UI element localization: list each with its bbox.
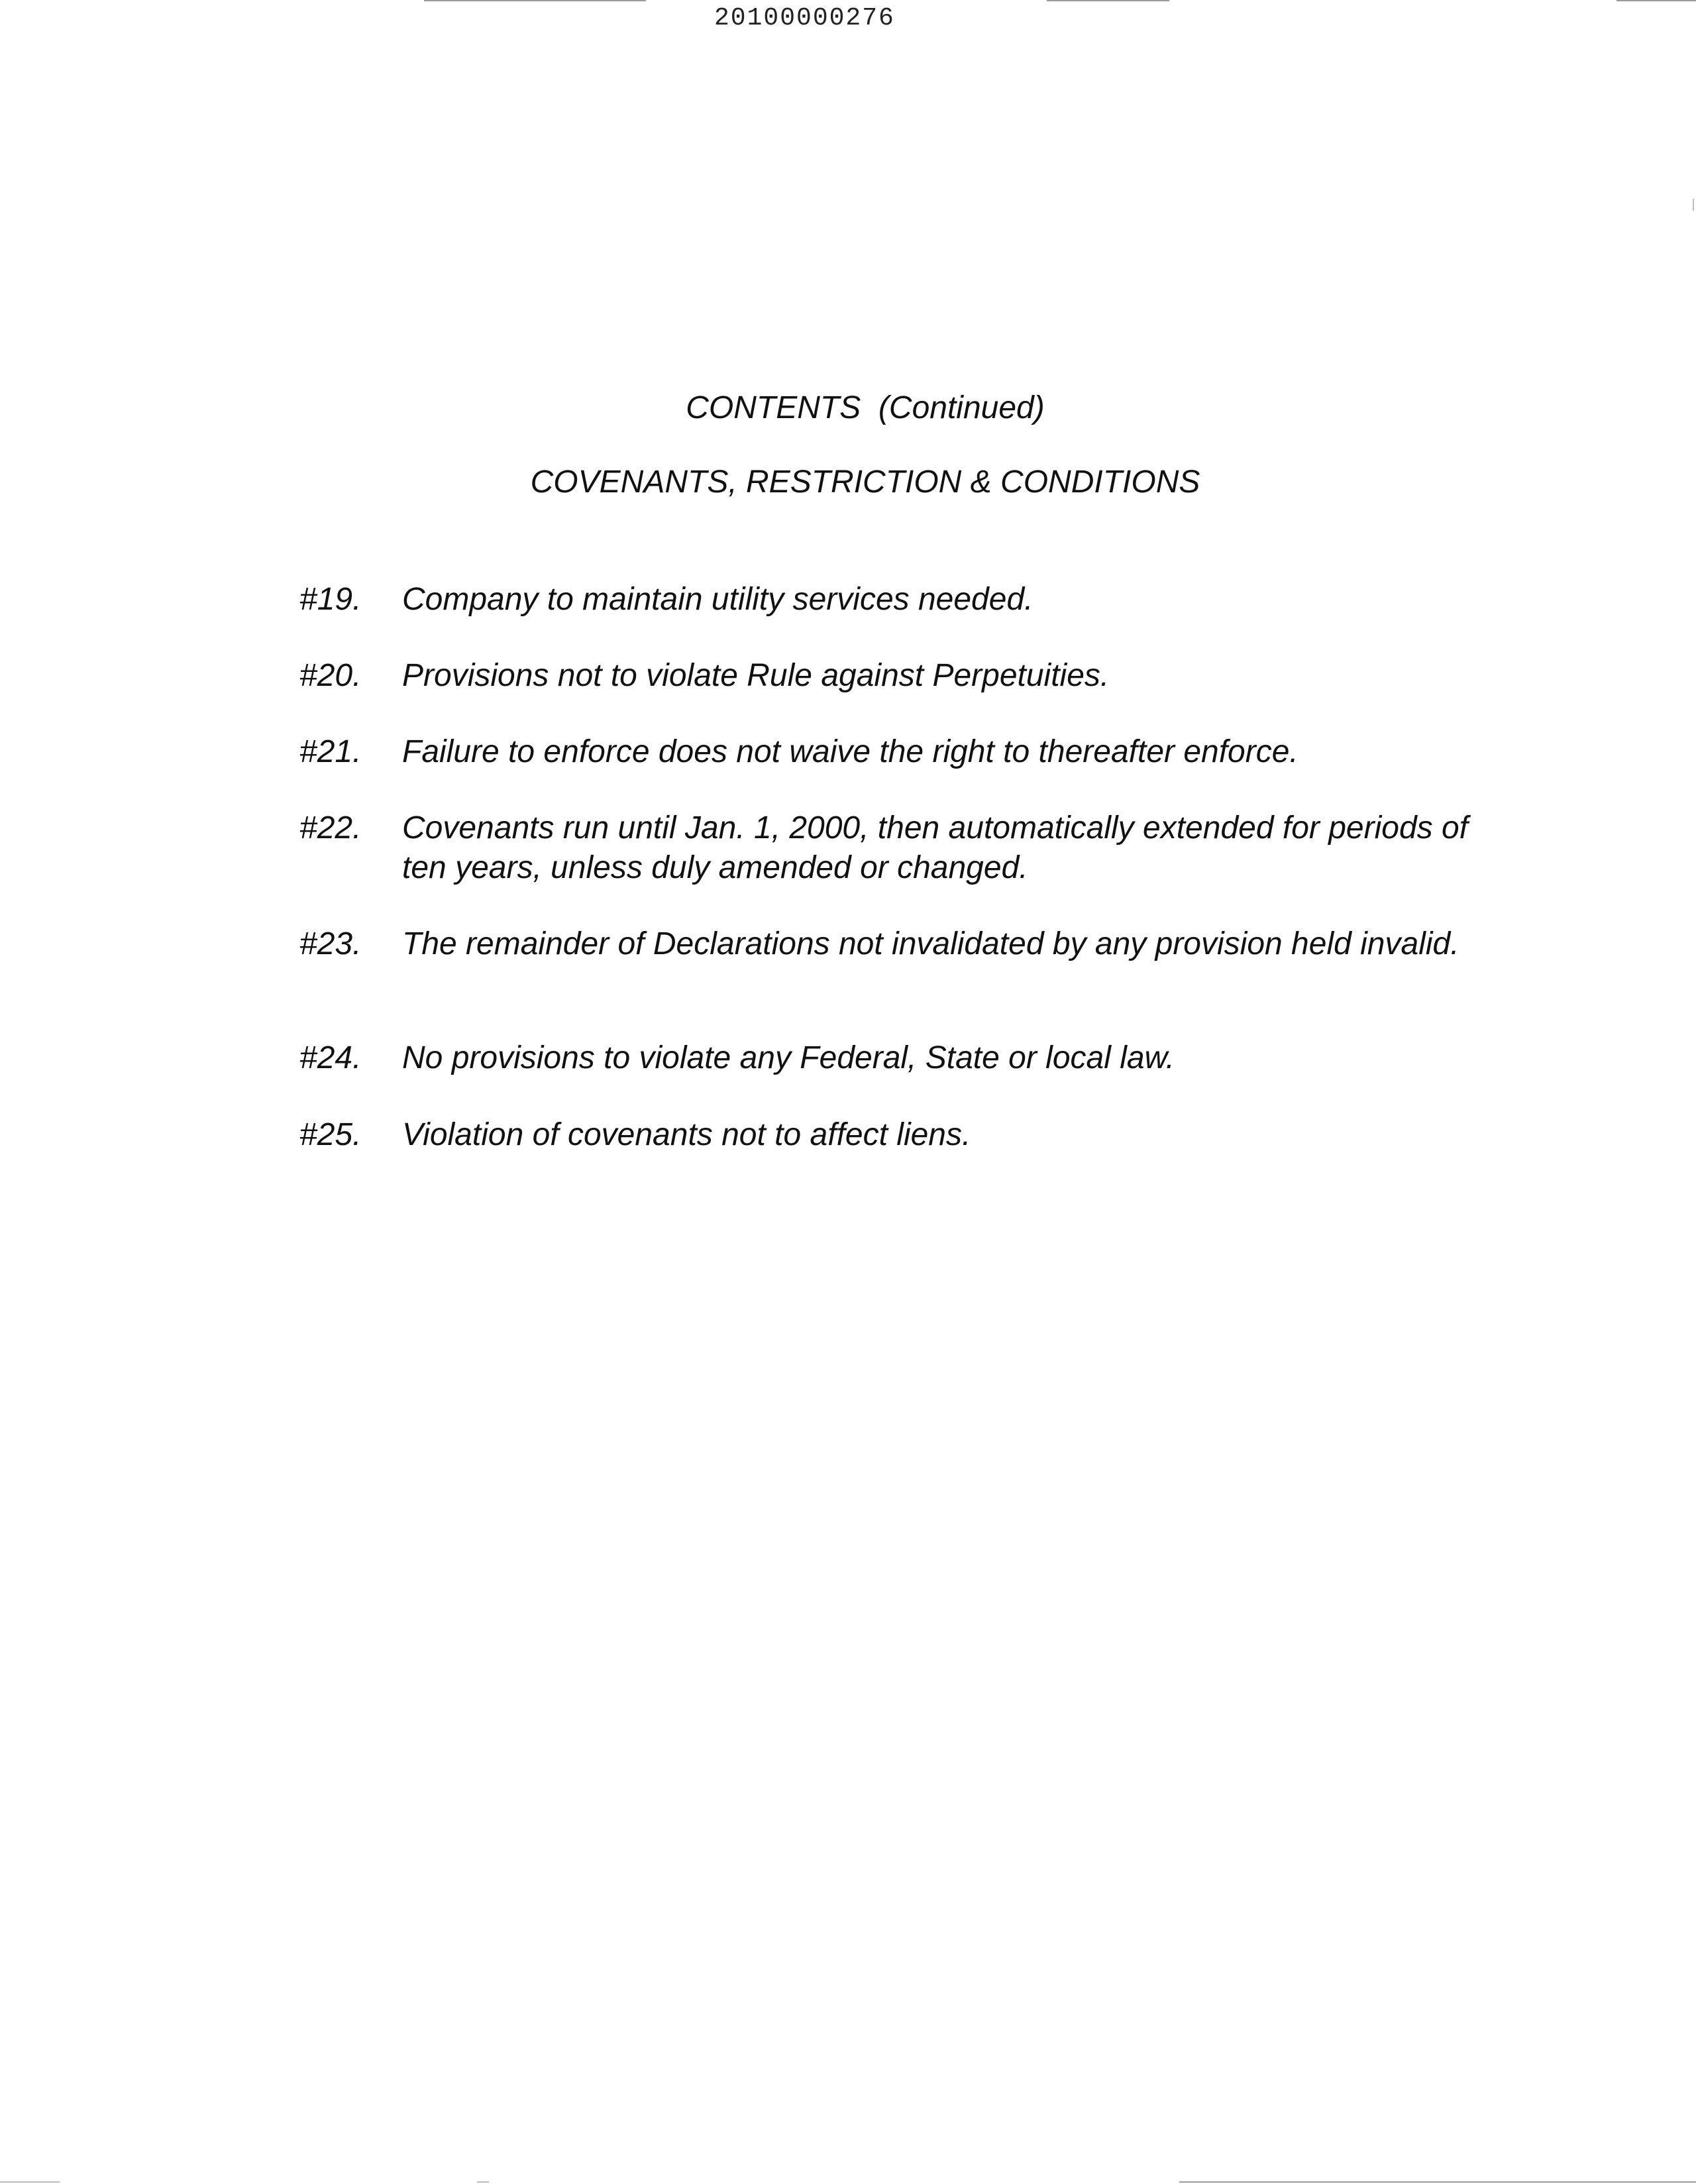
item-text: No provisions to violate any Federal, State or local law. [402,1040,1175,1075]
item-number: #24. [299,1040,362,1075]
item-number: #25. [299,1117,362,1152]
item-number: #21. [299,734,362,769]
item-number: #19. [299,582,362,617]
scan-speck [477,2181,489,2183]
item-text: Violation of covenants not to affect liens. [402,1117,971,1152]
item-text: Covenants run until Jan. 1, 2000, then automatically extended for periods of ten years, unless duly amended or changed. [402,810,1469,885]
scan-speck [1693,199,1694,211]
document-number: 20100000276 [714,4,895,32]
top-rule-left [424,0,646,1]
page-title: CONTENTS (Continued) [686,390,1045,425]
top-rule-far-right [1616,0,1696,1]
scan-speck [0,2181,60,2183]
item-number: #20. [299,658,362,693]
bottom-rule [1179,2181,1696,2183]
item-text: Company to maintain utility services needed. [402,582,1034,617]
item-text: Failure to enforce does not waive the right to thereafter enforce. [402,734,1298,769]
top-rule-right [1047,0,1169,1]
item-number: #23. [299,926,362,961]
item-text: The remainder of Declarations not invalidated by any provision held invalid. [402,926,1459,961]
item-number: #22. [299,810,362,846]
section-subtitle: COVENANTS, RESTRICTION & CONDITIONS [530,464,1200,500]
item-text: Provisions not to violate Rule against Perpetuities. [402,658,1110,693]
